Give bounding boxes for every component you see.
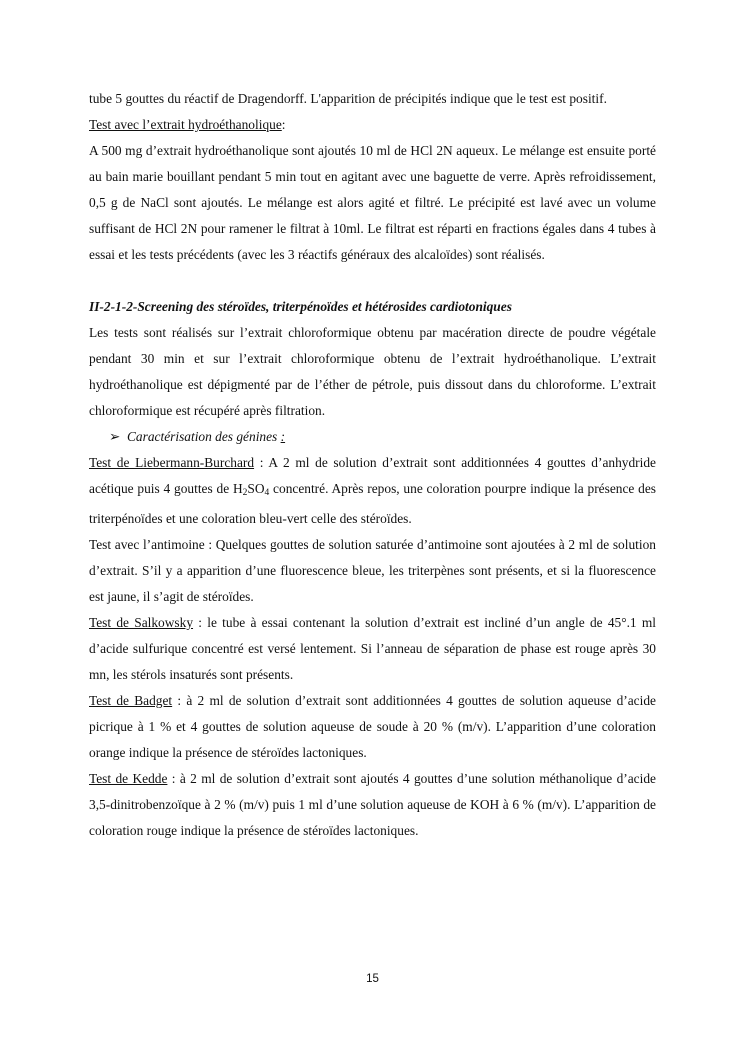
antimoine-paragraph: Test avec l’antimoine : Quelques gouttes de solution saturée d’antimoine sont ajoutées à 2 ml de solution d’extrait. S’il y a apparition d’une fluorescence bleue, les triterpènes sont présents, et si la fluorescence est jaune, il s’agit de stéroïdes. [89,537,656,604]
kedde-paragraph [89,766,656,844]
test-hydro-title-line [89,112,656,138]
test-hydro-title: Test avec l’extrait hydroéthanolique [89,117,282,132]
page-number: 15 [366,973,379,985]
liebermann-title: Test de Liebermann-Burchard [89,455,255,470]
formula-subscript-2: 2 [242,488,248,498]
bullet-colon: : [280,429,286,444]
badget-body: : à 2 ml de solution d’extrait sont additionnées 4 gouttes de solution aqueuse d’acide picrique à 1 % et 4 gouttes de solution aqueuse de soude à 20 % (m/v). L’apparition d’une coloration orange indique la présence de stéroïdes lactoniques. [89,693,656,760]
salkowsky-paragraph [89,610,656,688]
liebermann-paragraph [89,450,656,532]
intro-fragment-paragraph: tube 5 gouttes du réactif de Dragendorff. L'apparition de précipités indique que le test est positif. [89,91,607,106]
formula-so: SO [247,481,265,496]
section-intro-paragraph: Les tests sont réalisés sur l’extrait chloroformique obtenu par macération directe de poudre végétale pendant 30 min et sur l’extrait chloroformique obtenu de l’extrait hydroéthanolique. L’extrait hydroéthanolique est dépigmenté par de l’éther de pétrole, puis dissout dans du chloroforme. L’extrait chloroformique est récupéré après filtration. [89,325,656,418]
liebermann-body-after: concentré. Après repos, une coloration pourpre indique la présence des triterpénoïdes et une coloration bleu-vert celle des stéroïdes. [89,481,657,526]
bullet-genines [89,424,656,450]
liebermann-body-before: : A 2 ml de solution d’extrait sont additionnées 4 gouttes d’anhydride acétique puis 4 gouttes de H [89,455,656,496]
badget-paragraph [89,688,656,766]
arrow-bullet-icon: ➢ [109,429,121,444]
kedde-body: : à 2 ml de solution d’extrait sont ajoutés 4 gouttes d’une solution méthanolique d’acide 3,5-dinitrobenzoïque à 2 % (m/v) puis 1 ml d’une solution aqueuse de KOH à 6 % (m/v). L’apparition de coloration rouge indique la présence de stéroïdes lactoniques. [89,771,656,838]
salkowsky-title: Test de Salkowsky [89,615,194,630]
test-hydro-colon: : [281,117,286,132]
formula-subscript-4: 4 [264,488,270,498]
section-heading: II-2-1-2-Screening des stéroïdes, triterpénoïdes et hétérosides cardiotoniques [89,299,512,314]
bullet-label: Caractérisation des génines [127,429,281,444]
badget-title: Test de Badget [89,693,173,708]
test-hydro-paragraph: A 500 mg d’extrait hydroéthanolique sont ajoutés 10 ml de HCl 2N aqueux. Le mélange est ensuite porté au bain marie bouillant pendant 5 min tout en agitant avec une baguette de verre. Après refroidissement, 0,5 g de NaCl sont ajoutés. Le mélange est alors agité et filtré. Le précipité est lavé avec un volume suffisant de HCl 2N pour ramener le filtrat à 10ml. Le filtrat est réparti en fractions égales dans 4 tubes à essai et les tests précédents (avec les 3 réactifs généraux des alcaloïdes) sont réalisés. [89,143,656,262]
salkowsky-body: : le tube à essai contenant la solution d’extrait est incliné d’un angle de 45°.1 ml d’acide sulfurique concentré est versé lentement. Si l’anneau de séparation de phase est rouge après 30 mn, les stérols insaturés sont présents. [89,615,656,682]
kedde-title: Test de Kedde [89,771,168,786]
page-content [89,86,656,844]
